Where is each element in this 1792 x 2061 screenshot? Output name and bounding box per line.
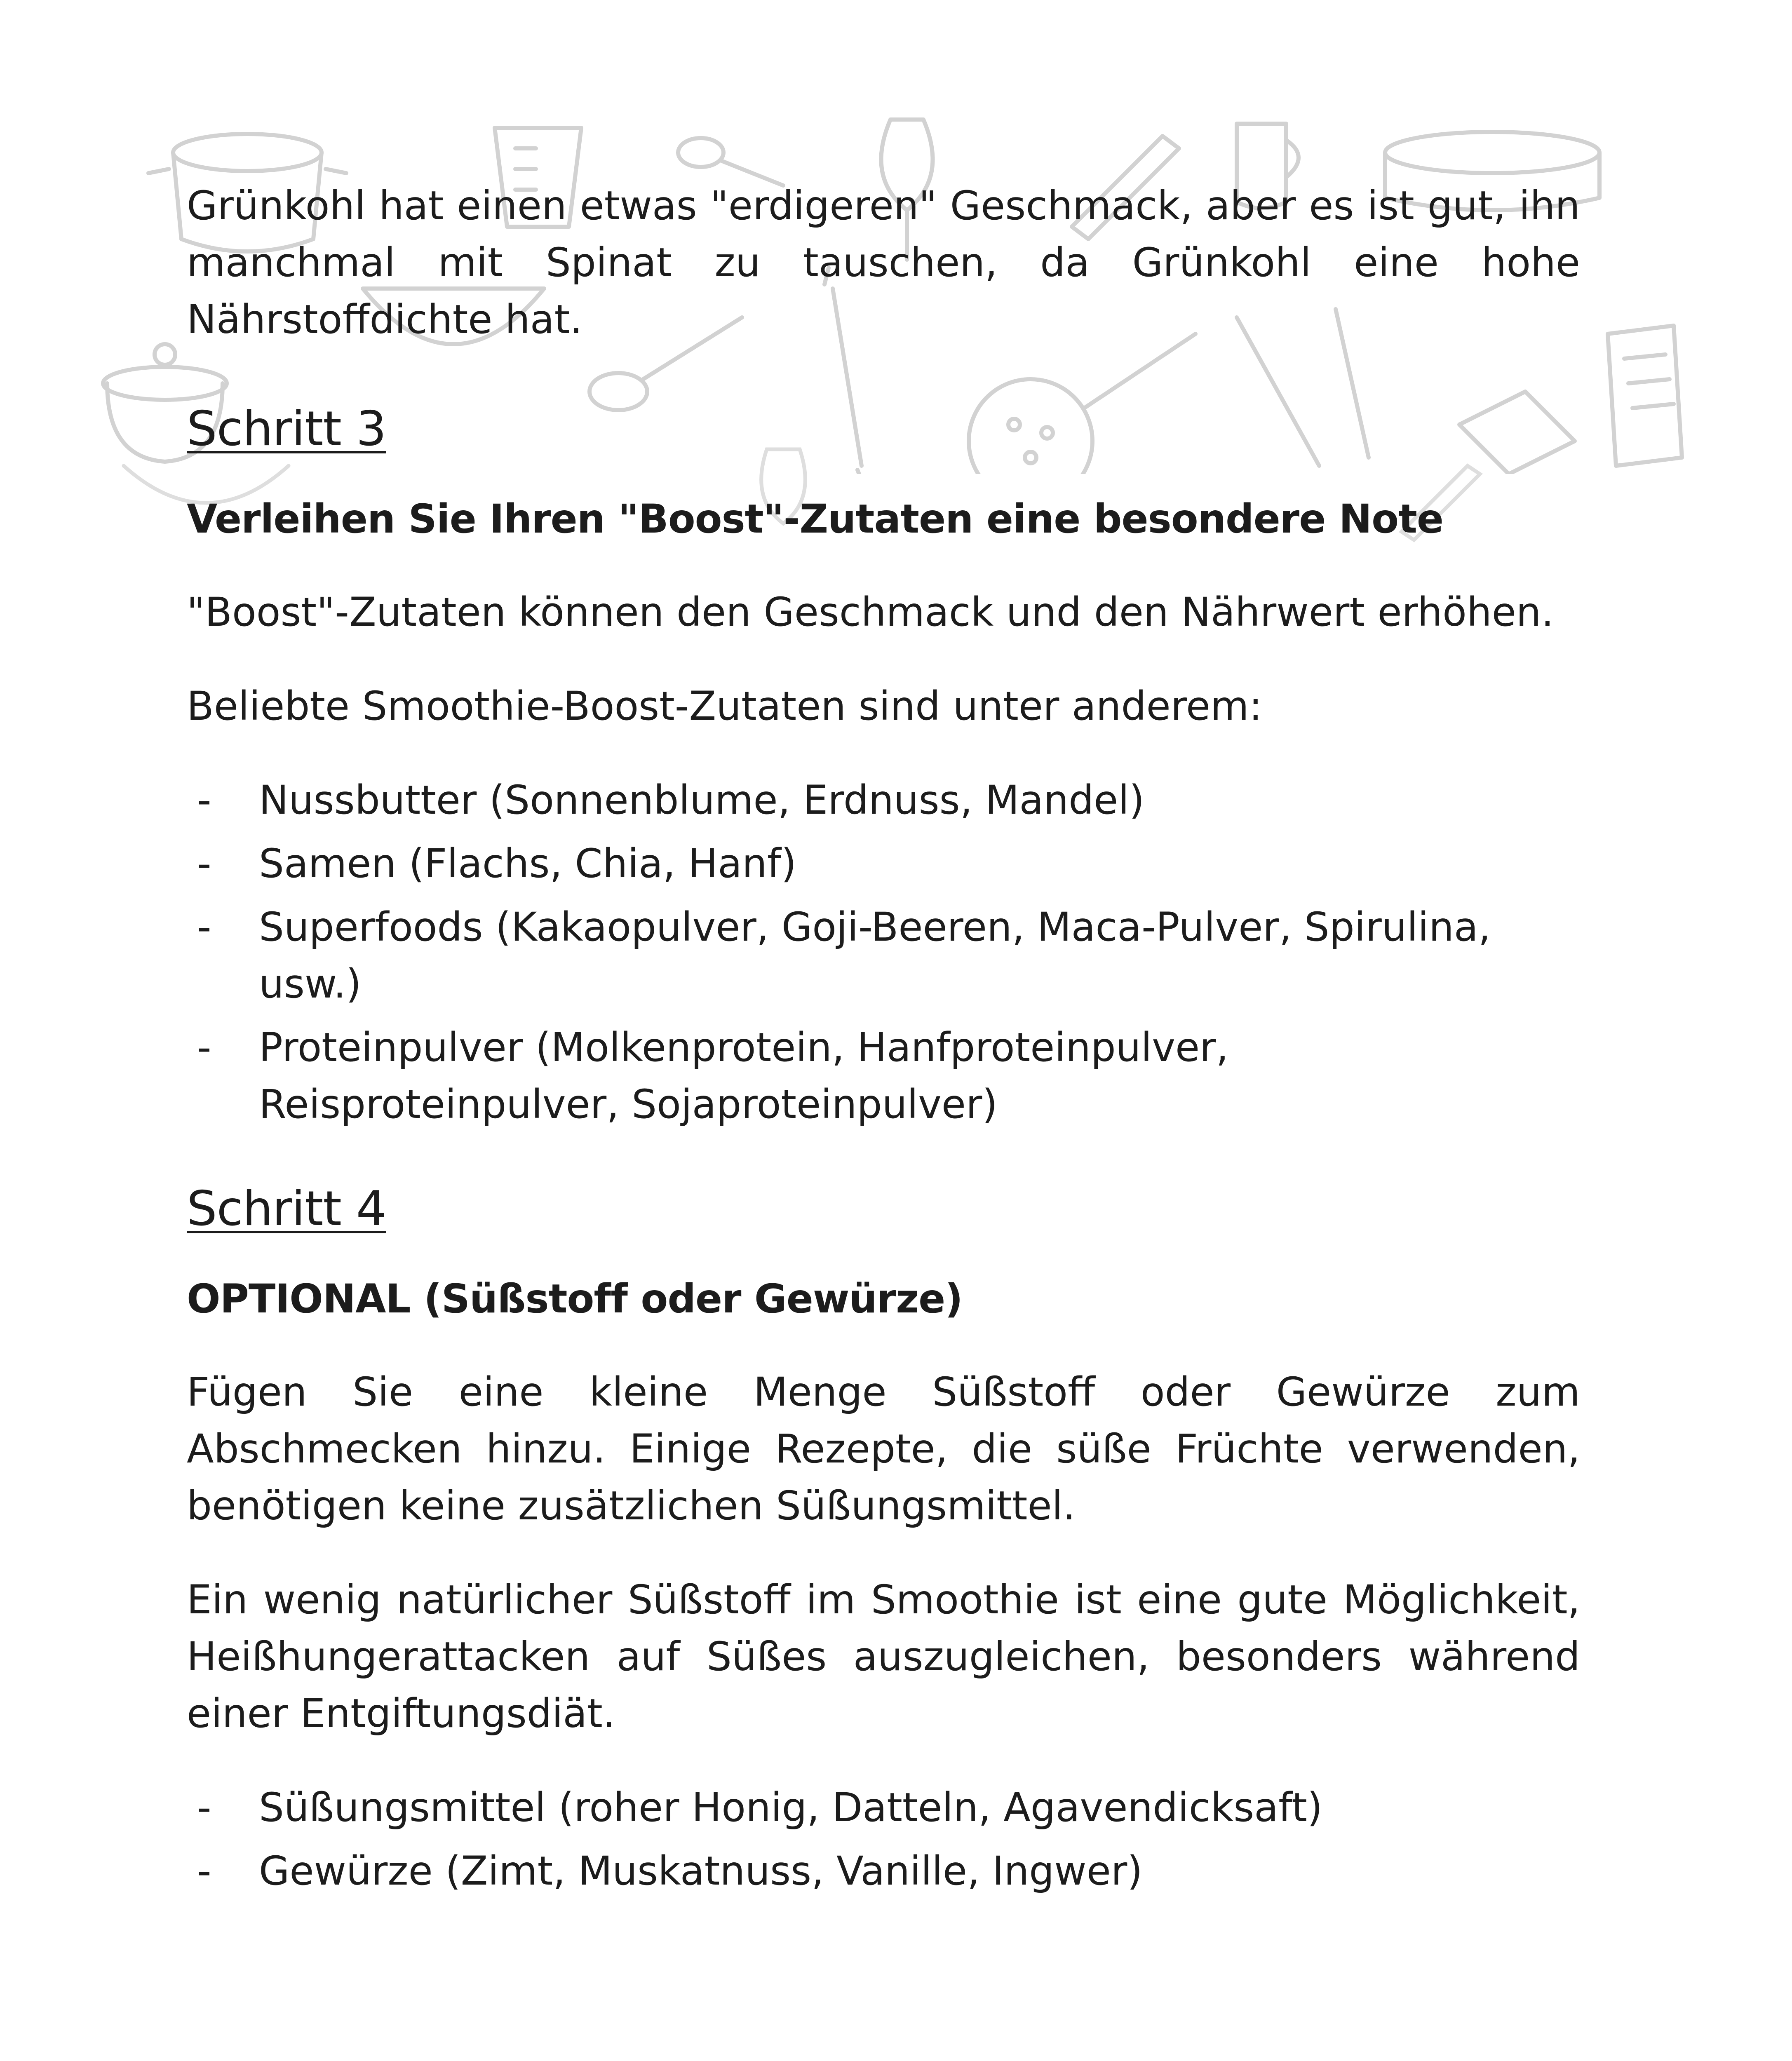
step4-sweetener-list [187, 1779, 1580, 1899]
list-dash: - [197, 1848, 211, 1894]
list-item-text: Süßungsmittel (roher Honig, Datteln, Agavendicksaft) [259, 1784, 1323, 1831]
list-dash: - [197, 1024, 211, 1070]
list-dash: - [197, 1784, 211, 1831]
step3-boost-list [187, 772, 1580, 1133]
list-item-text: Superfoods (Kakaopulver, Goji-Beeren, Maca-Pulver, Spirulina, usw.) [259, 904, 1491, 1007]
list-item-text: Nussbutter (Sonnenblume, Erdnuss, Mandel) [259, 777, 1145, 823]
list-item [187, 1843, 1580, 1899]
list-item [187, 1019, 1580, 1133]
list-dash: - [197, 904, 211, 950]
kitchen-doodles-bottom [0, 2053, 1792, 2061]
document-body [187, 177, 1580, 1906]
grater-icon [1608, 326, 1682, 466]
list-dash: - [197, 840, 211, 887]
step3-paragraph-2: Beliebte Smoothie-Boost-Zutaten sind unter anderem: [187, 683, 1262, 729]
step4-paragraph-1: Fügen Sie eine kleine Menge Süßstoff oder Gewürze zum Abschmecken hinzu. Einige Rezepte, die süße Früchte verwenden, benötigen keine zusätzlichen Süßungsmittel. [187, 1369, 1580, 1529]
list-item-text: Samen (Flachs, Chia, Hanf) [259, 840, 797, 887]
list-item [187, 835, 1580, 892]
step3-paragraph-1: "Boost"-Zutaten können den Geschmack und den Nährwert erhöhen. [187, 589, 1554, 635]
step4-paragraph-2: Ein wenig natürlicher Süßstoff im Smoothie ist eine gute Möglichkeit, Heißhungerattacken auf Süßes auszugleichen, besonders während einer Entgiftungsdiät. [187, 1577, 1580, 1737]
list-item-text: Proteinpulver (Molkenprotein, Hanfproteinpulver, Reisproteinpulver, Sojaproteinpulver) [259, 1024, 1229, 1127]
step4-heading: Schritt 4 [187, 1181, 386, 1237]
list-item [187, 772, 1580, 829]
step3-heading: Schritt 3 [187, 401, 386, 457]
list-item [187, 899, 1580, 1012]
list-item [187, 1779, 1580, 1836]
intro-paragraph: Grünkohl hat einen etwas "erdigeren" Geschmack, aber es ist gut, ihn manchmal mit Spinat zu tauschen, da Grünkohl eine hohe Nährstoffdichte hat. [187, 183, 1580, 343]
list-dash: - [197, 777, 211, 823]
step3-subheading: Verleihen Sie Ihren "Boost"-Zutaten eine besondere Note [187, 496, 1444, 542]
step4-subheading: OPTIONAL (Süßstoff oder Gewürze) [187, 1276, 963, 1322]
list-item-text: Gewürze (Zimt, Muskatnuss, Vanille, Ingwer) [259, 1848, 1143, 1894]
